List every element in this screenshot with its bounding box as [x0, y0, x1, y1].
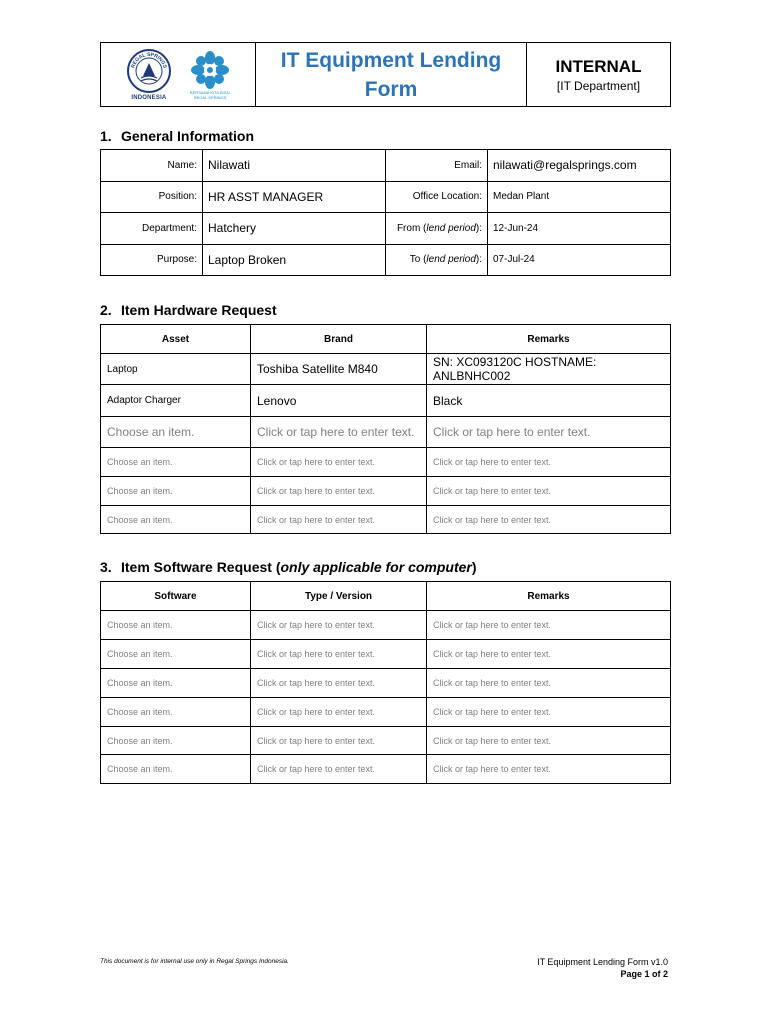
seal-bottom-text: INDONESIA: [131, 95, 167, 101]
table-row: [101, 698, 671, 727]
table-row: [101, 354, 671, 385]
section1-heading: [100, 128, 254, 144]
title-cell: [256, 43, 527, 106]
flower-emblem-icon: [190, 50, 230, 90]
software-request-table: [100, 581, 671, 784]
general-info-table: [100, 149, 671, 276]
type-version-field[interactable]: Click or tap here to enter text.: [251, 755, 427, 784]
footer-form-version: IT Equipment Lending Form v1.0: [537, 957, 668, 967]
to-label-em: lend period: [426, 254, 476, 266]
position-field[interactable]: HR ASST MANAGER: [203, 181, 386, 213]
software-dropdown[interactable]: Choose an item.: [101, 669, 251, 698]
classification-label: INTERNAL: [555, 56, 642, 76]
footer-page-number: Page 1 of 2: [620, 969, 668, 979]
section2-number: 2.: [100, 302, 112, 318]
seal-emblem-icon: [126, 48, 172, 94]
column-header-remarks: Remarks: [427, 325, 671, 354]
department-field[interactable]: Hatchery: [203, 213, 386, 245]
office-location-label: Office Location:: [386, 181, 488, 213]
document-header: [100, 42, 671, 107]
section3-title-post: ): [471, 559, 477, 575]
type-version-field[interactable]: Click or tap here to enter text.: [251, 669, 427, 698]
type-version-field[interactable]: Click or tap here to enter text.: [251, 611, 427, 640]
remarks-field[interactable]: Click or tap here to enter text.: [427, 506, 671, 534]
remarks-field[interactable]: Click or tap here to enter text.: [427, 755, 671, 784]
from-date-field[interactable]: 12-Jun-24: [488, 213, 671, 245]
flower-text-line2: REGAL SPRINGS: [193, 94, 227, 100]
table-row: [101, 417, 671, 448]
to-label-post: ):: [475, 254, 482, 266]
remarks-field[interactable]: Click or tap here to enter text.: [427, 448, 671, 477]
table-row: [101, 150, 671, 182]
remarks-field[interactable]: Click or tap here to enter text.: [427, 611, 671, 640]
asset-dropdown[interactable]: Choose an item.: [101, 477, 251, 506]
asset-dropdown[interactable]: Adaptor Charger: [101, 385, 251, 417]
remarks-field[interactable]: Click or tap here to enter text.: [427, 417, 671, 448]
brand-field[interactable]: Click or tap here to enter text.: [251, 477, 427, 506]
email-label: Email:: [386, 150, 488, 182]
table-row: [101, 181, 671, 213]
software-dropdown[interactable]: Choose an item.: [101, 727, 251, 755]
column-header-asset: Asset: [101, 325, 251, 354]
table-row: [101, 669, 671, 698]
to-label-pre: To (: [409, 254, 427, 266]
document-title: [276, 46, 506, 104]
seal-arc-text: REGAL SPRINGS: [130, 51, 168, 69]
logo-cell: [101, 43, 256, 106]
software-dropdown[interactable]: Choose an item.: [101, 755, 251, 784]
table-row: [101, 385, 671, 417]
brand-field[interactable]: Click or tap here to enter text.: [251, 417, 427, 448]
from-date-label: [386, 213, 488, 245]
remarks-field[interactable]: SN: XC093120C HOSTNAME: ANLBNHC002: [427, 354, 671, 385]
column-header-remarks: Remarks: [427, 582, 671, 611]
brand-field[interactable]: Lenovo: [251, 385, 427, 417]
section2-heading: [100, 302, 277, 318]
department-label: [IT Department]: [556, 78, 641, 93]
section1-title: General Information: [121, 128, 255, 144]
purpose-label: Purpose:: [101, 244, 203, 276]
remarks-field[interactable]: Click or tap here to enter text.: [427, 640, 671, 669]
email-field[interactable]: nilawati@regalsprings.com: [488, 150, 671, 182]
name-label: Name:: [101, 150, 203, 182]
brand-field[interactable]: Click or tap here to enter text.: [251, 448, 427, 477]
section2-title: Item Hardware Request: [121, 302, 277, 318]
type-version-field[interactable]: Click or tap here to enter text.: [251, 727, 427, 755]
regal-springs-seal-logo: [126, 48, 172, 101]
footer-disclaimer: This document is for internal use only in Regal Springs Indonesia.: [100, 958, 289, 965]
bersama-flower-logo: [190, 50, 230, 100]
brand-field[interactable]: Toshiba Satellite M840: [251, 354, 427, 385]
from-label-em: lend period: [426, 222, 476, 234]
name-field[interactable]: Nilawati: [203, 150, 386, 182]
column-header-software: Software: [101, 582, 251, 611]
purpose-field[interactable]: Laptop Broken: [203, 244, 386, 276]
office-location-field[interactable]: Medan Plant: [488, 181, 671, 213]
asset-dropdown[interactable]: Choose an item.: [101, 506, 251, 534]
position-label: Position:: [101, 181, 203, 213]
table-row: [101, 755, 671, 784]
type-version-field[interactable]: Click or tap here to enter text.: [251, 698, 427, 727]
remarks-field[interactable]: Click or tap here to enter text.: [427, 477, 671, 506]
table-header-row: [101, 582, 671, 611]
table-row: [101, 506, 671, 534]
software-dropdown[interactable]: Choose an item.: [101, 611, 251, 640]
remarks-field[interactable]: Click or tap here to enter text.: [427, 669, 671, 698]
section3-heading: [100, 559, 477, 575]
table-row: [101, 640, 671, 669]
brand-field[interactable]: Click or tap here to enter text.: [251, 506, 427, 534]
hardware-request-table: [100, 324, 671, 534]
software-dropdown[interactable]: Choose an item.: [101, 698, 251, 727]
asset-dropdown[interactable]: Choose an item.: [101, 448, 251, 477]
classification-cell: [527, 43, 670, 106]
column-header-type-version: Type / Version: [251, 582, 427, 611]
table-row: [101, 448, 671, 477]
table-header-row: [101, 325, 671, 354]
table-row: [101, 611, 671, 640]
from-label-post: ):: [475, 222, 482, 234]
to-date-field[interactable]: 07-Jul-24: [488, 244, 671, 276]
table-row: [101, 244, 671, 276]
column-header-brand: Brand: [251, 325, 427, 354]
remarks-field[interactable]: Black: [427, 385, 671, 417]
section3-title-pre: Item Software Request (: [121, 559, 281, 575]
from-label-pre: From (: [396, 222, 427, 234]
flower-text-line1: BERSAMA KITA BISA!: [189, 89, 231, 95]
asset-dropdown[interactable]: Choose an item.: [101, 417, 251, 448]
footer-info: [537, 956, 668, 980]
table-row: [101, 213, 671, 245]
remarks-field[interactable]: Click or tap here to enter text.: [427, 727, 671, 755]
asset-dropdown[interactable]: Laptop: [101, 354, 251, 385]
section1-number: 1.: [100, 128, 112, 144]
software-dropdown[interactable]: Choose an item.: [101, 640, 251, 669]
title-line2: Form: [364, 77, 418, 101]
section3-title-em: only applicable for computer: [280, 559, 472, 575]
table-row: [101, 727, 671, 755]
type-version-field[interactable]: Click or tap here to enter text.: [251, 640, 427, 669]
title-line1: IT Equipment Lending: [280, 48, 502, 72]
to-date-label: [386, 244, 488, 276]
remarks-field[interactable]: Click or tap here to enter text.: [427, 698, 671, 727]
section3-number: 3.: [100, 559, 112, 575]
table-row: [101, 477, 671, 506]
department-label: Department:: [101, 213, 203, 245]
